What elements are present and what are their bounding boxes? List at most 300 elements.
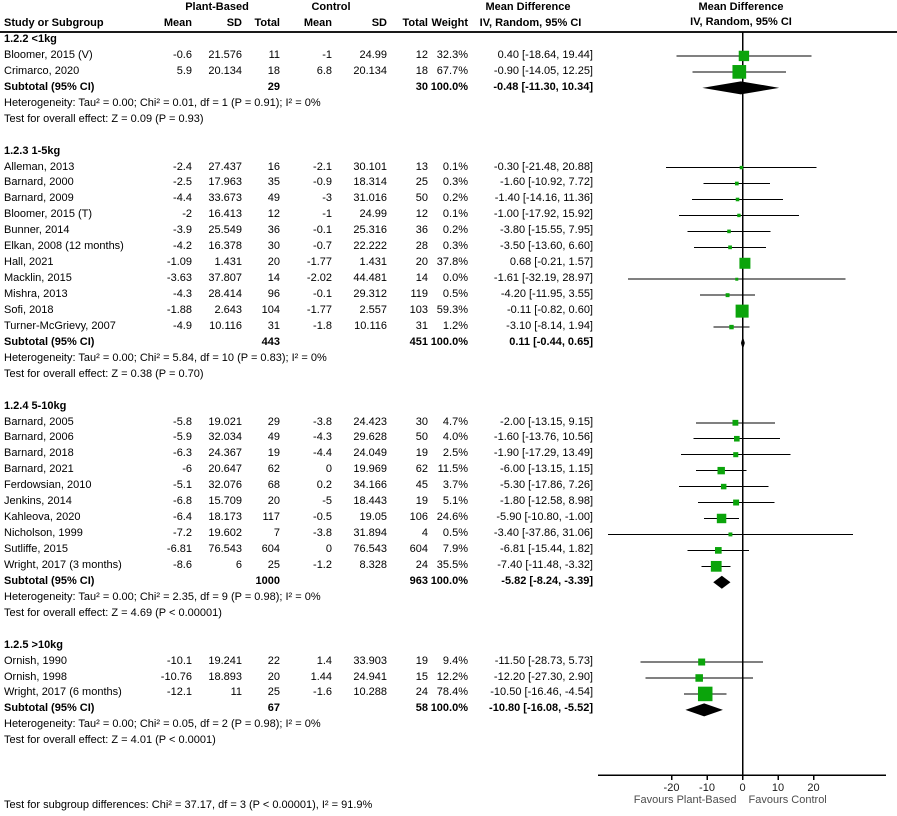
plant-total: 18 [267, 64, 280, 77]
md-ci-text: -6.81 [-15.44, 1.82] [500, 543, 593, 555]
plant-mean: -4.2 [173, 240, 192, 253]
effect-square [695, 674, 703, 682]
study-row [0, 175, 593, 191]
study-name: Barnard, 2006 [4, 431, 74, 444]
control-mean: -3.8 [313, 415, 332, 428]
effect-square [735, 278, 738, 281]
subtotal-diamond [685, 703, 722, 716]
plant-sd: 11 [230, 686, 242, 699]
weight-value: 24.6% [436, 511, 468, 524]
control-total: 30 [415, 415, 428, 428]
axis-tick-label: 10 [771, 782, 785, 794]
control-sd: 20.134 [353, 64, 387, 77]
study-row [0, 494, 593, 510]
control-total: 50 [415, 192, 428, 205]
control-total: 25 [415, 176, 428, 189]
overall-effect-note [0, 606, 593, 622]
plant-total: 14 [267, 272, 280, 285]
plant-total: 62 [267, 463, 280, 476]
plant-sd: 19.602 [208, 527, 242, 540]
study-name: Barnard, 2021 [4, 463, 74, 476]
plant-total: 22 [267, 654, 280, 667]
control-total: 15 [415, 670, 428, 683]
control-sd: 31.894 [353, 527, 387, 540]
control-total: 62 [415, 463, 428, 476]
plant-sd: 15.709 [208, 495, 242, 508]
weight-value: 5.1% [442, 495, 468, 508]
control-mean: 0 [325, 463, 332, 476]
subtotal-row [0, 574, 593, 590]
plant-total: 12 [267, 208, 280, 221]
subtotal-weight: 100.0% [430, 335, 468, 348]
control-mean: -3.8 [313, 527, 332, 540]
plant-total: 104 [261, 303, 280, 316]
section-title [0, 638, 593, 654]
md-ci-text: -1.60 [-13.76, 10.56] [493, 431, 593, 444]
study-name: Jenkins, 2014 [4, 495, 72, 508]
weight-value: 0.3% [442, 240, 468, 253]
plant-sd: 18.173 [208, 511, 242, 524]
plant-sd: 16.378 [208, 240, 242, 253]
control-total: 31 [415, 319, 428, 332]
study-name: Ornish, 1998 [4, 670, 67, 683]
col-study-or-subgroup: Study or Subgroup [4, 17, 104, 29]
control-sd: 10.288 [353, 686, 387, 699]
plant-total: 20 [267, 256, 280, 269]
control-mean: -0.9 [313, 176, 332, 189]
control-total: 28 [415, 240, 428, 253]
plant-mean: -0.6 [173, 48, 192, 61]
control-sd: 1.431 [359, 256, 387, 269]
weight-value: 0.0% [442, 272, 468, 285]
md-ci-text: -0.11 [-0.82, 0.60] [506, 303, 593, 316]
section-title-text: 1.2.5 >10kg [4, 638, 64, 651]
md-ci-text: -1.61 [-32.19, 28.97] [493, 272, 593, 285]
control-sd: 24.423 [353, 415, 387, 428]
effect-square [740, 166, 743, 169]
plant-total: 36 [267, 224, 280, 237]
section-title-text: 1.2.4 5-10kg [4, 399, 67, 412]
subtotal-label: Subtotal (95% CI) [4, 574, 95, 587]
subtotal-label: Subtotal (95% CI) [4, 335, 95, 348]
control-total: 4 [421, 527, 428, 540]
effect-square [698, 687, 713, 702]
col-weight: Weight [431, 17, 468, 29]
weight-value: 67.7% [436, 64, 468, 77]
plant-mean: -5.1 [173, 479, 192, 492]
study-name: Turner-McGrievy, 2007 [4, 319, 116, 332]
plant-sd: 17.963 [208, 176, 242, 189]
control-mean: -3 [322, 192, 332, 205]
plant-mean: -8.6 [173, 558, 192, 571]
md-ci-text: -3.80 [-15.55, 7.95] [500, 224, 593, 237]
subtotal-control-total: 451 [409, 335, 428, 348]
subtotal-plant-total: 29 [267, 80, 280, 93]
heterogeneity-note [0, 590, 593, 606]
md-ci-text: -12.20 [-27.30, 2.90] [493, 670, 593, 683]
weight-value: 78.4% [436, 686, 468, 699]
md-ci-text: 0.40 [-18.64, 19.44] [497, 48, 593, 61]
effect-square [732, 420, 738, 426]
col-sd-plant: SD [226, 17, 242, 29]
control-mean: 0 [325, 543, 332, 555]
study-name: Elkan, 2008 (12 months) [4, 240, 124, 253]
md-ci-text: -7.40 [-11.48, -3.32] [497, 558, 593, 571]
control-total: 604 [409, 543, 428, 555]
subtotal-label: Subtotal (95% CI) [4, 80, 95, 93]
control-sd: 2.557 [359, 303, 387, 316]
plant-mean: -6 [182, 463, 192, 476]
plant-total: 20 [267, 670, 280, 683]
plant-sd: 25.549 [208, 224, 242, 237]
plant-sd: 20.134 [208, 64, 242, 77]
axis-tick-label: -10 [699, 782, 715, 794]
overall-effect-note-text: Test for overall effect: Z = 4.69 (P < 0.00001) [4, 606, 222, 619]
col-sd-control: SD [371, 17, 387, 29]
plant-sd: 6 [235, 558, 242, 571]
control-mean: -0.5 [313, 511, 332, 524]
subtotal-ci-text: -5.82 [-8.24, -3.39] [501, 574, 593, 587]
plant-mean: -10.76 [160, 670, 192, 683]
control-mean: 0.2 [316, 479, 332, 492]
plant-sd: 33.673 [208, 192, 242, 205]
control-sd: 24.99 [359, 208, 387, 221]
study-row [0, 160, 593, 176]
plant-total: 11 [268, 48, 280, 61]
study-name: Barnard, 2000 [4, 176, 74, 189]
heterogeneity-note-text: Heterogeneity: Tau² = 0.00; Chi² = 0.01, df = 1 (P = 0.91); I² = 0% [4, 96, 321, 109]
weight-value: 59.3% [436, 303, 468, 316]
plant-sd: 2.643 [214, 303, 242, 316]
study-row [0, 670, 593, 686]
control-total: 13 [415, 160, 428, 173]
blank [280, 701, 332, 717]
blank [332, 80, 387, 96]
study-row [0, 239, 593, 255]
spacer-row [0, 383, 593, 399]
plant-total: 7 [273, 527, 280, 540]
spacer-row [0, 128, 593, 144]
weight-value: 35.5% [436, 558, 468, 571]
weight-value: 7.9% [442, 543, 468, 555]
plant-sd: 1.431 [214, 256, 242, 269]
control-mean: -2.1 [313, 160, 332, 173]
plant-total: 96 [267, 288, 280, 300]
control-sd: 19.05 [359, 511, 387, 524]
control-total: 24 [415, 558, 428, 571]
control-total: 45 [415, 479, 428, 492]
effect-square [717, 514, 726, 523]
control-sd: 8.328 [359, 558, 387, 571]
control-sd: 30.101 [353, 160, 387, 173]
effect-header-plot-column: Mean Difference [698, 1, 784, 13]
blank [332, 701, 387, 717]
axis-tick-label: 20 [807, 782, 820, 794]
control-mean: -1.6 [313, 686, 332, 699]
control-total: 103 [409, 303, 428, 316]
study-name: Wright, 2017 (6 months) [4, 686, 122, 699]
weight-value: 0.3% [442, 176, 468, 189]
study-row [0, 191, 593, 207]
study-name: Mishra, 2013 [4, 288, 68, 300]
plant-mean: -5.9 [173, 431, 192, 444]
plant-total: 604 [261, 543, 280, 555]
overall-effect-note [0, 367, 593, 383]
study-name: Bunner, 2014 [4, 224, 70, 237]
overall-effect-note [0, 112, 593, 128]
study-row [0, 271, 593, 287]
study-row [0, 303, 593, 319]
control-total: 119 [410, 288, 428, 300]
plant-sd: 32.034 [208, 431, 242, 444]
control-total: 19 [415, 447, 428, 460]
plant-mean: -5.8 [173, 415, 192, 428]
weight-value: 1.2% [442, 319, 468, 332]
section-title-text: 1.2.2 <1kg [4, 33, 57, 45]
study-name: Kahleova, 2020 [4, 511, 81, 524]
plant-sd: 21.576 [208, 48, 242, 61]
control-total: 20 [415, 256, 428, 269]
md-ci-text: -5.90 [-10.80, -1.00] [496, 511, 593, 524]
heterogeneity-note-text: Heterogeneity: Tau² = 0.00; Chi² = 2.35, df = 9 (P = 0.98); I² = 0% [4, 590, 321, 603]
plant-total: 29 [267, 415, 280, 428]
md-ci-text: -1.60 [-10.92, 7.72] [500, 176, 593, 189]
plant-total: 20 [267, 495, 280, 508]
control-total: 14 [415, 272, 428, 285]
control-total: 50 [415, 431, 428, 444]
study-name: Sutliffe, 2015 [4, 543, 69, 555]
subtotal-row [0, 335, 593, 351]
plant-mean: -12.1 [166, 686, 192, 699]
md-ci-text: -0.90 [-14.05, 12.25] [493, 64, 593, 77]
weight-value: 3.7% [442, 479, 468, 492]
plant-total: 117 [262, 511, 280, 524]
col-total-control: Total [402, 17, 428, 29]
plant-mean: -2.4 [173, 160, 192, 173]
plant-sd: 19.021 [208, 415, 242, 428]
subtotal-row [0, 701, 593, 717]
control-sd: 24.99 [359, 48, 387, 61]
section-title [0, 32, 593, 48]
effect-subheader-plot-column: IV, Random, 95% CI [690, 16, 792, 28]
subtotal-plant-total: 67 [267, 702, 280, 715]
overall-effect-note-text: Test for overall effect: Z = 4.01 (P < 0.0001) [4, 734, 216, 747]
subtotal-diamond [741, 337, 745, 350]
plant-sd: 18.893 [208, 670, 242, 683]
control-total: 19 [415, 654, 428, 667]
subtotal-plant-total: 1000 [255, 574, 280, 587]
subtotal-ci-text: 0.11 [-0.44, 0.65] [509, 335, 593, 348]
plant-mean: -7.2 [173, 527, 192, 540]
study-row [0, 542, 593, 558]
blank [192, 701, 242, 717]
control-sd: 33.903 [353, 654, 387, 667]
plant-total: 68 [267, 479, 280, 492]
control-sd: 29.628 [353, 431, 387, 444]
subtotal-plant-total: 443 [261, 335, 280, 348]
effect-square [739, 258, 750, 269]
plant-mean: 5.9 [176, 64, 192, 77]
study-name: Ferdowsian, 2010 [4, 479, 92, 492]
md-ci-text: -3.40 [-37.86, 31.06] [493, 527, 593, 540]
md-ci-text: -1.80 [-12.58, 8.98] [500, 495, 593, 508]
effect-square [727, 230, 731, 234]
section-title [0, 144, 593, 160]
weight-value: 12.2% [436, 670, 468, 683]
subtotal-diamond [702, 81, 779, 94]
study-row [0, 558, 593, 574]
plant-sd: 32.076 [208, 479, 242, 492]
plant-sd: 16.413 [208, 208, 242, 221]
subtotal-ci-text: -10.80 [-16.08, -5.52] [489, 702, 593, 715]
study-name: Bloomer, 2015 (V) [4, 48, 93, 61]
plant-mean: -1.88 [166, 303, 192, 316]
plant-total: 25 [267, 558, 280, 571]
md-ci-text: -3.50 [-13.60, 6.60] [500, 240, 593, 253]
plant-mean: -3.9 [173, 224, 192, 237]
study-name: Sofi, 2018 [4, 303, 54, 316]
effect-square [728, 532, 732, 536]
md-ci-text: -11.50 [-28.73, 5.73] [494, 654, 593, 667]
subtotal-ci-text: -0.48 [-11.30, 10.34] [493, 80, 593, 93]
control-sd: 31.016 [353, 192, 387, 205]
blank [332, 574, 387, 590]
study-row [0, 526, 593, 542]
col-total-plant: Total [254, 17, 280, 29]
control-sd: 19.969 [353, 463, 387, 476]
control-total: 18 [415, 64, 428, 77]
study-name: Barnard, 2009 [4, 192, 74, 205]
blank [280, 80, 332, 96]
plant-mean: -4.9 [173, 319, 192, 332]
subtotal-weight: 100.0% [430, 702, 468, 715]
heterogeneity-note [0, 351, 593, 367]
study-name: Barnard, 2005 [4, 415, 74, 428]
effect-square [739, 51, 749, 61]
control-total: 24 [415, 686, 428, 699]
control-total: 106 [409, 511, 428, 524]
control-sd: 34.166 [353, 479, 387, 492]
plant-mean: -3.63 [166, 272, 192, 285]
subtotal-row [0, 80, 593, 96]
plant-mean: -2.5 [173, 176, 192, 189]
md-ci-text: -2.00 [-13.15, 9.15] [500, 415, 593, 428]
study-row [0, 654, 593, 670]
subtotal-control-total: 30 [415, 80, 428, 93]
study-table [0, 32, 593, 749]
md-ci-text: -4.20 [-11.95, 3.55] [500, 288, 593, 300]
group-header-control: Control [311, 1, 351, 13]
heterogeneity-note-text: Heterogeneity: Tau² = 0.00; Chi² = 5.84, df = 10 (P = 0.83); I² = 0% [4, 351, 327, 364]
favours-left-label: Favours Plant-Based [633, 794, 737, 806]
col-iv-random-ci: IV, Random, 95% CI [479, 17, 582, 29]
plant-total: 31 [267, 319, 280, 332]
control-mean: -5 [322, 495, 332, 508]
blank [280, 335, 332, 351]
effect-square [717, 467, 724, 474]
effect-square [698, 659, 705, 666]
heterogeneity-note [0, 717, 593, 733]
md-ci-text: -10.50 [-16.46, -4.54] [490, 686, 593, 699]
col-mean-plant: Mean [163, 17, 192, 29]
control-total: 12 [415, 48, 428, 61]
md-ci-text: 0.68 [-0.21, 1.57] [509, 256, 593, 269]
control-mean: -1.2 [313, 558, 332, 571]
plant-mean: -10.1 [166, 654, 192, 667]
effect-square [715, 547, 722, 554]
study-row [0, 48, 593, 64]
plant-mean: -6.3 [173, 447, 192, 460]
study-name: Crimarco, 2020 [4, 64, 80, 77]
plant-mean: -6.4 [173, 511, 192, 524]
effect-square [736, 305, 749, 318]
plant-mean: -6.8 [173, 495, 192, 508]
plant-total: 35 [267, 176, 280, 189]
effect-square [735, 182, 739, 186]
study-name: Nicholson, 1999 [4, 527, 83, 540]
subtotal-label: Subtotal (95% CI) [4, 702, 95, 715]
plant-sd: 37.807 [208, 272, 242, 285]
control-mean: -4.3 [313, 431, 332, 444]
study-row [0, 478, 593, 494]
plant-total: 30 [267, 240, 280, 253]
blank [148, 335, 192, 351]
study-row [0, 685, 593, 701]
subtotal-control-total: 58 [415, 702, 428, 715]
effect-square [726, 293, 730, 297]
study-row [0, 207, 593, 223]
plant-sd: 76.543 [208, 543, 242, 555]
control-mean: -1.8 [313, 319, 332, 332]
study-name: Macklin, 2015 [4, 272, 72, 285]
weight-value: 2.5% [442, 447, 468, 460]
control-sd: 44.481 [353, 272, 387, 285]
control-sd: 18.443 [353, 495, 387, 508]
blank [148, 574, 192, 590]
effect-square [736, 198, 740, 202]
control-mean: -0.1 [313, 224, 332, 237]
md-ci-text: -1.40 [-14.16, 11.36] [494, 192, 593, 205]
control-mean: 1.4 [316, 654, 332, 667]
axis-tick-label: 0 [739, 782, 746, 794]
effect-square [711, 561, 722, 572]
study-name: Alleman, 2013 [4, 160, 75, 173]
weight-value: 0.5% [442, 527, 468, 540]
control-mean: -1.77 [306, 256, 332, 269]
control-sd: 24.049 [353, 447, 387, 460]
col-mean-control: Mean [303, 17, 332, 29]
effect-square [737, 214, 740, 217]
blank [332, 335, 387, 351]
overall-effect-note-text: Test for overall effect: Z = 0.09 (P = 0.93) [4, 112, 204, 125]
control-mean: -2.02 [306, 272, 332, 285]
weight-value: 0.2% [442, 224, 468, 237]
plant-total: 19 [267, 447, 280, 460]
plant-sd: 20.647 [208, 463, 242, 476]
control-mean: 1.44 [310, 670, 332, 683]
study-name: Barnard, 2018 [4, 447, 74, 460]
subtotal-weight: 100.0% [430, 80, 468, 93]
control-sd: 76.543 [353, 543, 387, 555]
plant-sd: 19.241 [208, 654, 242, 667]
plant-mean: -4.4 [173, 192, 192, 205]
plant-total: 16 [267, 160, 280, 173]
md-ci-text: -1.00 [-17.92, 15.92] [493, 208, 593, 221]
plant-mean: -4.3 [173, 288, 192, 300]
study-name: Wright, 2017 (3 months) [4, 558, 122, 571]
effect-square [734, 436, 740, 442]
weight-value: 0.5% [442, 288, 468, 300]
